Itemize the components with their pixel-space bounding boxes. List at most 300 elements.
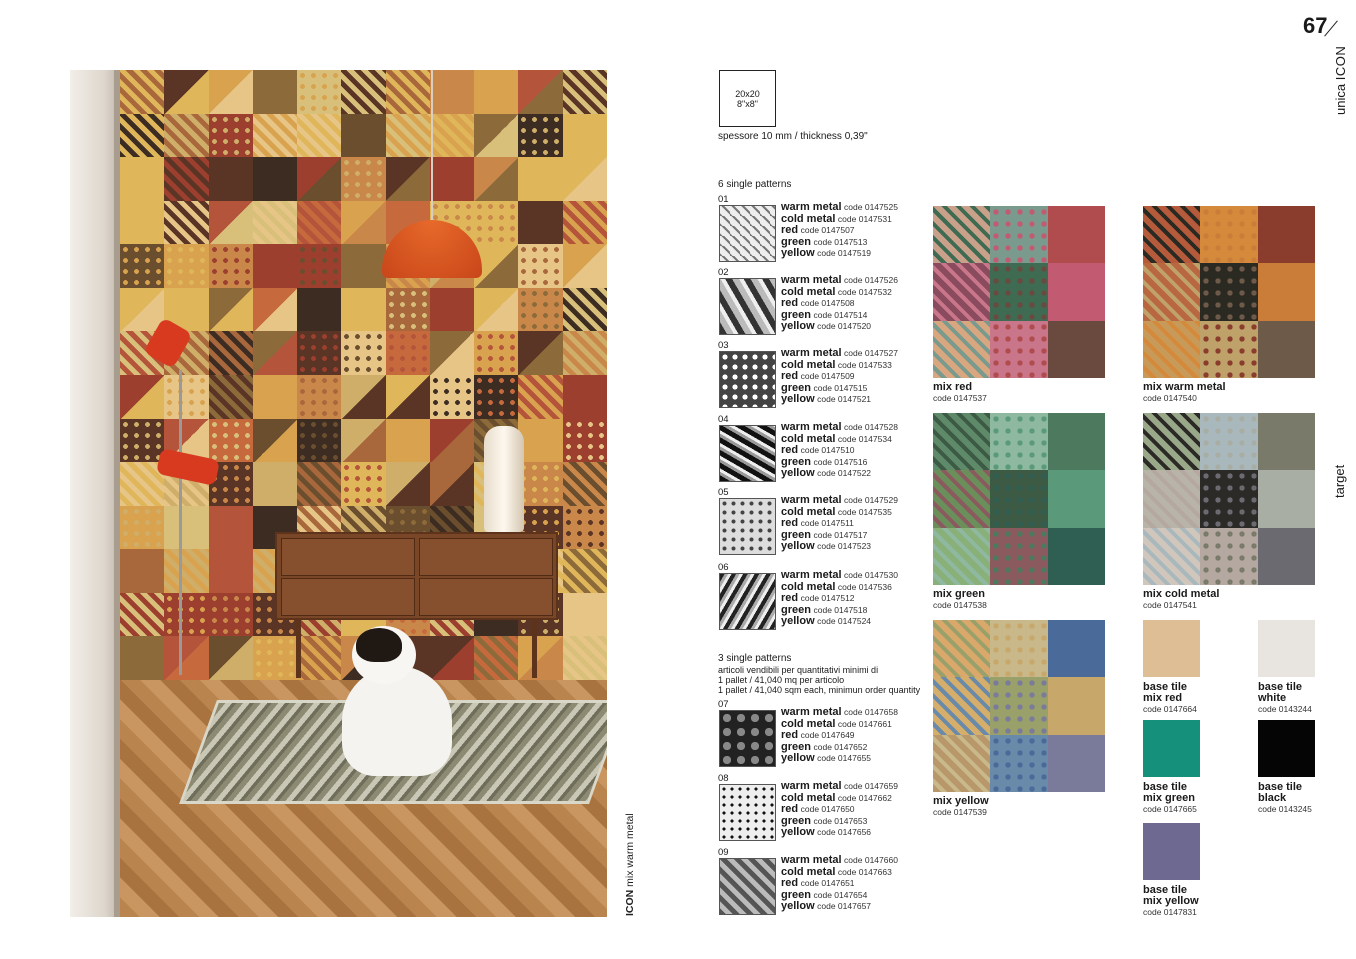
mix-caption (933, 382, 987, 403)
variant-name: yellow (781, 752, 815, 764)
wall-tile (563, 114, 607, 158)
pattern-number: 09 (718, 847, 729, 858)
variant-code: code 0147521 (817, 394, 872, 404)
brand-name: unica (1333, 83, 1348, 115)
mix-tile (933, 677, 990, 734)
variant-name: warm metal (781, 569, 842, 581)
pattern-variant-list (781, 422, 898, 480)
wall-tile (209, 157, 254, 201)
base-tile-swatch (1143, 720, 1200, 777)
base-tile-variant: mix yellow (1143, 895, 1199, 907)
variant-code: code 0147519 (817, 248, 872, 258)
mix-tile (1143, 413, 1200, 470)
wall-tile (386, 462, 431, 506)
variant-name: red (781, 877, 799, 889)
wall-tile (164, 201, 209, 245)
mix-image (933, 413, 1105, 585)
mix-tile (1048, 677, 1105, 734)
wall-tile (341, 288, 386, 332)
pattern-number: 01 (718, 194, 729, 205)
base-tile-swatch (1143, 823, 1200, 880)
pattern-variant (781, 793, 898, 805)
pattern-variant (781, 753, 898, 765)
mix-tile (1258, 321, 1315, 378)
variant-code: code 0147511 (800, 518, 854, 528)
base-tile-variant: white (1258, 692, 1287, 704)
wall-tile (120, 419, 165, 463)
pattern-swatch (719, 498, 776, 555)
pattern-variant (781, 507, 898, 519)
variant-code: code 0147528 (844, 422, 898, 432)
pattern-variant-list (781, 855, 898, 913)
variant-name: yellow (781, 247, 815, 259)
variant-code: code 0147650 (800, 804, 855, 814)
pattern-variant-list (781, 781, 898, 839)
variant-name: cold metal (781, 505, 836, 518)
photo-caption (624, 813, 636, 916)
variant-code: code 0147508 (800, 298, 855, 308)
wall-tile (341, 201, 386, 245)
pattern-variant (781, 287, 898, 299)
wall-tile (297, 288, 342, 332)
mix-code: code 0147540 (1143, 393, 1197, 403)
mix-tile (933, 263, 990, 320)
wall-tile (297, 157, 342, 201)
mix-tile (990, 528, 1047, 585)
wall-tile (386, 70, 431, 114)
wall-tile (386, 419, 431, 463)
base-tile-label: base tile (1258, 681, 1303, 693)
thickness: spessore 10 mm / thickness 0,39" (718, 131, 868, 142)
wall-tile (518, 288, 563, 332)
variant-name: red (781, 297, 799, 309)
variant-name: cold metal (781, 212, 836, 225)
pattern-swatch (719, 205, 776, 262)
wall-tile (518, 419, 563, 463)
base-tile-variant: black (1258, 792, 1287, 804)
wall-tile (430, 70, 475, 114)
variant-name: green (781, 603, 811, 616)
wall-tile (386, 288, 431, 332)
pattern-variant-list (781, 570, 898, 628)
base-tile-label: base tile (1143, 884, 1188, 896)
wall-tile (253, 201, 298, 245)
base-tile-caption (1143, 682, 1197, 715)
mix-tile (990, 321, 1047, 378)
variant-code: code 0147662 (837, 792, 892, 803)
variant-code: code 0147533 (837, 359, 892, 370)
variant-code: code 0147509 (800, 371, 855, 381)
three-patterns-label: 3 single patterns (718, 653, 792, 664)
mix-tile (1200, 206, 1257, 263)
mix-tile (990, 263, 1047, 320)
pattern-variant-list (781, 275, 898, 333)
pattern-variant (781, 901, 898, 913)
mix-image (933, 620, 1105, 792)
base-tile-code: code 0147665 (1143, 804, 1197, 814)
wall-tile (563, 506, 607, 550)
base-tile-variant: mix red (1143, 692, 1183, 704)
variant-code: code 0147534 (837, 433, 892, 444)
mix-tile (1048, 206, 1105, 263)
variant-name: warm metal (781, 421, 842, 433)
variant-code: code 0147654 (813, 889, 868, 900)
variant-code: code 0147515 (813, 382, 868, 393)
wall-tile (253, 331, 298, 375)
wall-tile (474, 157, 519, 201)
variant-name: cold metal (781, 791, 836, 804)
variant-name: yellow (781, 900, 815, 912)
wall-tile (164, 114, 209, 158)
base-tile-caption (1258, 782, 1312, 815)
variant-name: warm metal (781, 706, 842, 718)
variant-name: green (781, 308, 811, 321)
wall-tile (563, 593, 607, 637)
base-tile-swatch (1258, 620, 1315, 677)
pattern-variant (781, 616, 898, 628)
variant-name: warm metal (781, 347, 842, 359)
photo-caption-text: mix warm metal (624, 813, 636, 887)
mix-tile (1258, 470, 1315, 527)
mix-caption (933, 589, 987, 610)
variant-code: code 0147524 (817, 616, 872, 626)
mix-tile (990, 470, 1047, 527)
base-tile-swatch (1143, 620, 1200, 677)
wall-tile (474, 288, 519, 332)
variant-name: yellow (781, 826, 815, 838)
wall-tile (341, 462, 386, 506)
wall-tile (518, 114, 563, 158)
mix-caption (1143, 589, 1219, 610)
variant-code: code 0147663 (837, 866, 892, 877)
wall-tile (253, 462, 298, 506)
wall-tile (430, 114, 475, 158)
variant-code: code 0147516 (813, 456, 868, 467)
wall-tile (297, 419, 342, 463)
wall-tile (341, 244, 386, 288)
wall-tile (430, 157, 475, 201)
mix-tile (933, 528, 990, 585)
wall-tile (253, 157, 298, 201)
variant-code: code 0147659 (844, 781, 898, 791)
variant-name: warm metal (781, 201, 842, 213)
door-edge (114, 70, 120, 917)
wall-tile (164, 549, 209, 593)
wall-tile (164, 375, 209, 419)
wall-tile (209, 70, 254, 114)
variant-name: green (781, 381, 811, 394)
variant-name: cold metal (781, 285, 836, 298)
mix-code: code 0147538 (933, 600, 987, 610)
variant-name: cold metal (781, 358, 836, 371)
pattern-variant (781, 582, 898, 594)
variant-code: code 0147535 (837, 506, 892, 517)
variant-code: code 0147514 (813, 309, 868, 320)
wall-tile (209, 244, 254, 288)
pattern-variant (781, 719, 898, 731)
mix-tile (933, 470, 990, 527)
base-tile-code: code 0143244 (1258, 704, 1312, 714)
wall-tile (164, 636, 209, 680)
variant-name: warm metal (781, 494, 842, 506)
mix-tile (933, 620, 990, 677)
pattern-variant-list (781, 348, 898, 406)
variant-name: red (781, 803, 799, 815)
mix-tile (1258, 413, 1315, 470)
wall-tile (164, 244, 209, 288)
mix-tile (990, 735, 1047, 792)
pattern-variant (781, 321, 898, 333)
wall-tile (209, 506, 254, 550)
wall-tile (430, 331, 475, 375)
variant-code: code 0147510 (800, 445, 855, 455)
variant-code: code 0147651 (800, 878, 855, 888)
pattern-number: 06 (718, 562, 729, 573)
wall-tile (518, 375, 563, 419)
variant-name: red (781, 729, 799, 741)
pattern-variant (781, 827, 898, 839)
wall-tile (209, 114, 254, 158)
vase (484, 426, 524, 532)
variant-code: code 0147526 (844, 275, 898, 285)
pattern-swatch (719, 784, 776, 841)
wall-tile (297, 201, 342, 245)
wall-tile (297, 70, 342, 114)
pendant-cord (431, 70, 433, 222)
wall-tile (297, 375, 342, 419)
wall-tile (164, 506, 209, 550)
wall-tile (386, 331, 431, 375)
variant-code: code 0147520 (817, 321, 872, 331)
variant-code: code 0147649 (800, 730, 855, 740)
wall-tile (563, 70, 607, 114)
variant-code: code 0147655 (817, 753, 872, 763)
mix-tile (1048, 263, 1105, 320)
wall-tile (253, 288, 298, 332)
wall-tile (474, 636, 519, 680)
base-tile-code: code 0143245 (1258, 804, 1312, 814)
wall-tile (430, 288, 475, 332)
variant-name: red (781, 224, 799, 236)
wall-tile (297, 244, 342, 288)
wall-tile (120, 201, 165, 245)
interior-photo (70, 70, 607, 917)
variant-code: code 0147530 (844, 570, 898, 580)
mix-tile (990, 677, 1047, 734)
pattern-swatch (719, 351, 776, 408)
wall-tile (518, 70, 563, 114)
pattern-swatch (719, 278, 776, 335)
mix-tile (1143, 321, 1200, 378)
wall-tile (563, 636, 607, 680)
pattern-variant-list (781, 495, 898, 553)
size-metric: 20x20 (735, 88, 760, 99)
wall-tile (253, 244, 298, 288)
wall-tile (253, 636, 298, 680)
wall-tile (474, 70, 519, 114)
mix-code: code 0147539 (933, 807, 987, 817)
wall-tile (563, 549, 607, 593)
size-box (719, 70, 776, 127)
base-tile-caption (1143, 782, 1197, 815)
variant-code: code 0147527 (844, 348, 898, 358)
mix-tile (1258, 263, 1315, 320)
wall-tile (253, 70, 298, 114)
wall-tile (253, 375, 298, 419)
pattern-variant (781, 468, 898, 480)
pattern-number: 08 (718, 773, 729, 784)
wall-tile (209, 593, 254, 637)
wall-tile (563, 157, 607, 201)
wall-tile (341, 70, 386, 114)
wall-tile (297, 331, 342, 375)
variant-name: green (781, 888, 811, 901)
variant-code: code 0147513 (813, 236, 868, 247)
wall-tile (518, 244, 563, 288)
base-tile-label: base tile (1143, 681, 1188, 693)
mix-tile (1200, 413, 1257, 470)
wall-tile (430, 462, 475, 506)
mix-name: mix warm metal (1143, 381, 1226, 393)
wall-tile (518, 157, 563, 201)
wall-tile (518, 201, 563, 245)
three-patterns-note (718, 665, 920, 696)
variant-name: green (781, 235, 811, 248)
mix-tile (933, 735, 990, 792)
variant-name: yellow (781, 615, 815, 627)
variant-code: code 0147660 (844, 855, 898, 865)
variant-name: yellow (781, 467, 815, 479)
wall-tile (120, 70, 165, 114)
wall-tile (120, 114, 165, 158)
wall-tile (120, 157, 165, 201)
pattern-swatch (719, 710, 776, 767)
base-tile-label: base tile (1143, 781, 1188, 793)
variant-name: cold metal (781, 865, 836, 878)
series-name: ICON (1333, 45, 1348, 81)
wall-tile (563, 288, 607, 332)
variant-name: warm metal (781, 274, 842, 286)
variant-name: green (781, 455, 811, 468)
base-tile-caption (1143, 885, 1199, 918)
variant-code: code 0147652 (813, 741, 868, 752)
mix-tile (933, 413, 990, 470)
mix-tile (933, 206, 990, 263)
wall-tile (518, 462, 563, 506)
mix-tile (1200, 321, 1257, 378)
variant-name: red (781, 517, 799, 529)
dog (328, 626, 462, 776)
mix-name: mix red (933, 381, 973, 393)
mix-tile (990, 206, 1047, 263)
wall-tile (518, 636, 563, 680)
mix-code: code 0147541 (1143, 600, 1197, 610)
wall-tile (341, 419, 386, 463)
wall-tile (474, 114, 519, 158)
mix-code: code 0147537 (933, 393, 987, 403)
pattern-variant-list (781, 202, 898, 260)
wall-tile (209, 288, 254, 332)
variant-code: code 0147653 (813, 815, 868, 826)
six-patterns-label: 6 single patterns (718, 179, 792, 190)
size-imperial: 8"x8" (737, 98, 758, 109)
variant-name: warm metal (781, 854, 842, 866)
variant-code: code 0147525 (844, 202, 898, 212)
variant-name: red (781, 444, 799, 456)
wall-tile (120, 636, 165, 680)
variant-code: code 0147658 (844, 707, 898, 717)
note-line: articoli vendibili per quantitativi minimi di (718, 665, 879, 675)
wall-tile (164, 157, 209, 201)
mix-image (1143, 206, 1315, 378)
pattern-number: 02 (718, 267, 729, 278)
base-tile-code: code 0147664 (1143, 704, 1197, 714)
variant-name: green (781, 814, 811, 827)
wall-tile (297, 114, 342, 158)
wall-tile (209, 419, 254, 463)
pattern-variant (781, 248, 898, 260)
wall-tile (120, 244, 165, 288)
wall-tile (209, 331, 254, 375)
variant-code: code 0147532 (837, 286, 892, 297)
variant-name: cold metal (781, 432, 836, 445)
wall-tile (386, 157, 431, 201)
pattern-swatch (719, 573, 776, 630)
base-tile-code: code 0147831 (1143, 907, 1197, 917)
wall-tile (430, 375, 475, 419)
section-tag: target (1332, 464, 1347, 498)
variant-code: code 0147507 (800, 225, 855, 235)
mix-tile (1143, 206, 1200, 263)
wall-tile (563, 419, 607, 463)
pattern-variant (781, 394, 898, 406)
pattern-variant (781, 541, 898, 553)
wall-tile (209, 549, 254, 593)
base-tile-variant: mix green (1143, 792, 1195, 804)
pattern-variant (781, 867, 898, 879)
mix-name: mix yellow (933, 795, 989, 807)
wall-tile (120, 593, 165, 637)
wall-tile (563, 331, 607, 375)
variant-code: code 0147529 (844, 495, 898, 505)
mix-name: mix green (933, 588, 985, 600)
floor-lamp-pole (179, 370, 182, 675)
variant-name: green (781, 528, 811, 541)
wall-tile (563, 201, 607, 245)
wall-tile (209, 375, 254, 419)
variant-name: green (781, 740, 811, 753)
pattern-number: 05 (718, 487, 729, 498)
base-tile-caption (1258, 682, 1312, 715)
pattern-number: 07 (718, 699, 729, 710)
mix-tile (990, 413, 1047, 470)
wall-tile (474, 331, 519, 375)
variant-code: code 0147523 (817, 541, 872, 551)
mix-tile (1048, 321, 1105, 378)
variant-name: red (781, 370, 799, 382)
wall-tile (209, 201, 254, 245)
variant-code: code 0147517 (813, 529, 868, 540)
variant-code: code 0147657 (817, 901, 872, 911)
wall-tile (341, 114, 386, 158)
variant-name: warm metal (781, 780, 842, 792)
wall-tile (120, 549, 165, 593)
pattern-number: 03 (718, 340, 729, 351)
sideboard (275, 532, 558, 620)
mix-caption (933, 796, 989, 817)
mix-tile (1143, 528, 1200, 585)
variant-name: yellow (781, 393, 815, 405)
